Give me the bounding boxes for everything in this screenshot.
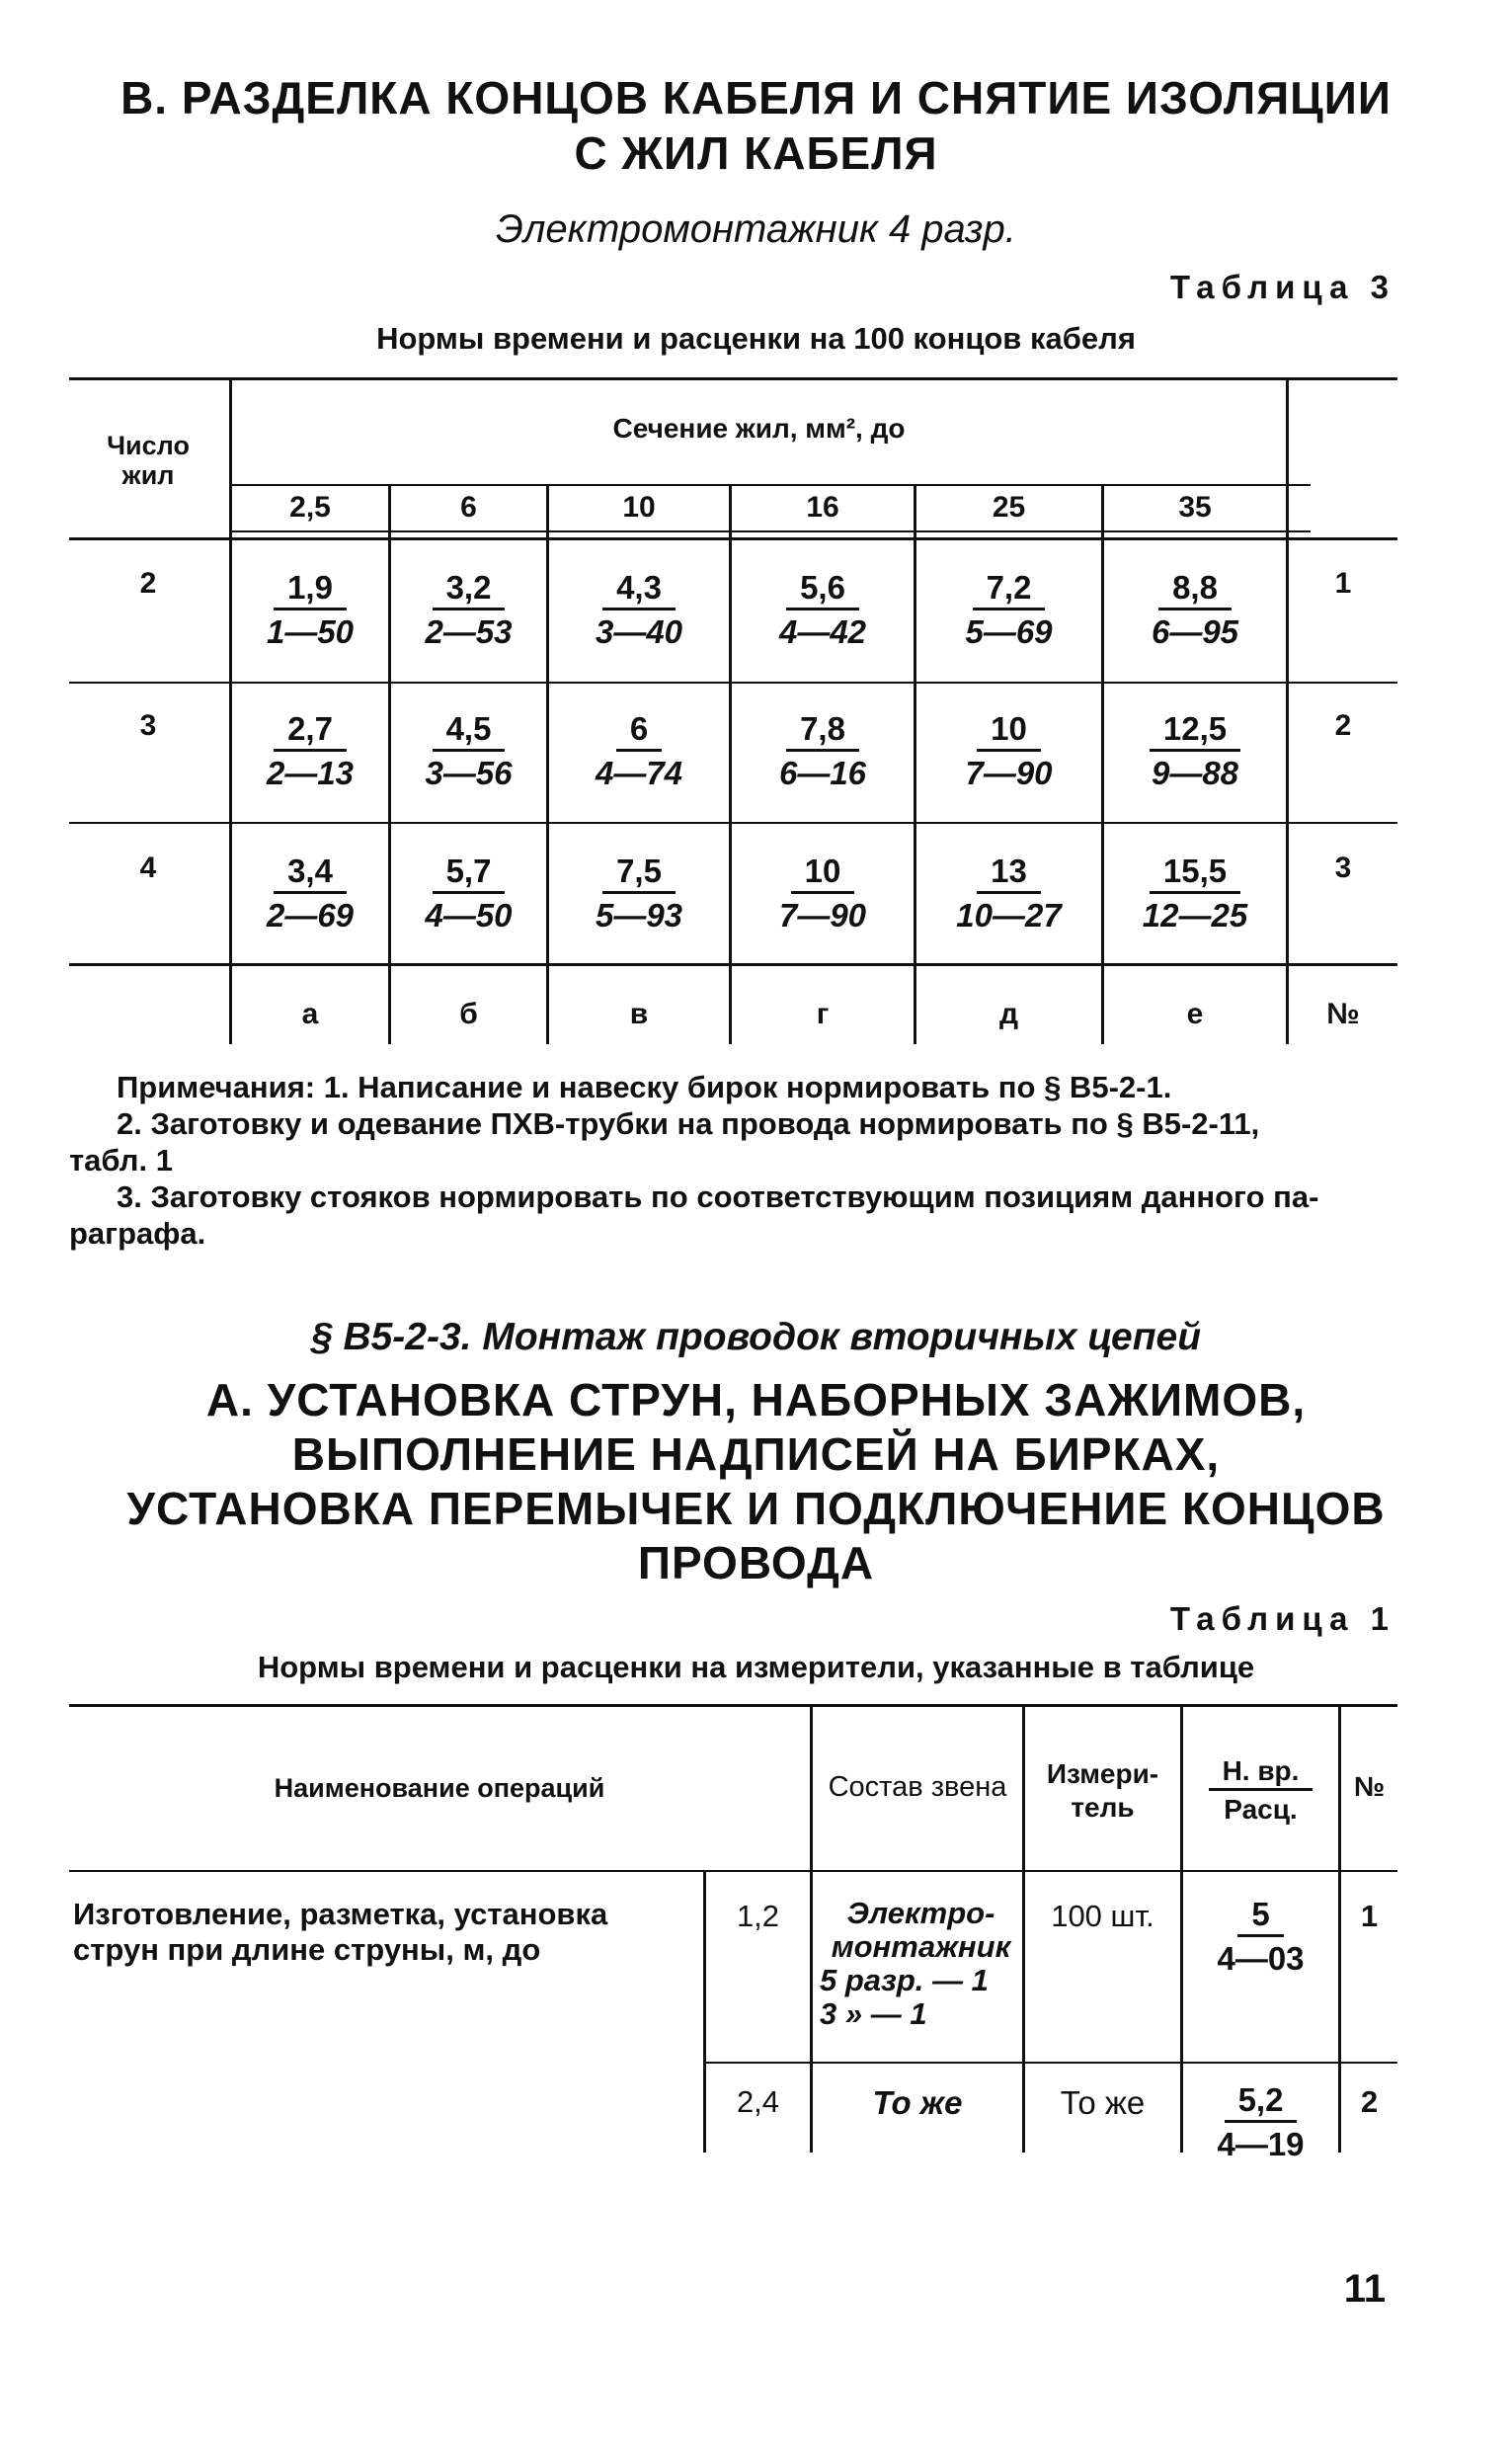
string-length: 1,2 [736,1899,780,1933]
team-line: 5 разр. — 1 [820,1963,989,1997]
section-title-line3: УСТАНОВКА ПЕРЕМЫЧЕК И ПОДКЛЮЧЕНИЕ КОНЦОВ [126,1483,1386,1534]
norm-rate-pair: $\frac{4,3}{3—40}$ [595,569,683,650]
notes-line: 3. Заготовку стояков нормировать по соответствующим позициям данного па- [117,1179,1319,1214]
norm-rate-pair: $\frac{3,2}{2—53}$ [425,569,513,650]
section-title-line4: ПРОВОДА [637,1537,875,1588]
section-value: 25 [992,491,1026,524]
norm-rate-pair: $\frac{6}{4—74}$ [595,710,683,791]
team-composition: То же [872,2084,963,2121]
norm-rate-pair: $\frac{5}{4—03}$ [1217,1896,1305,1977]
table-rule [69,537,1397,540]
column-letter: в [629,998,649,1030]
row-number: 2 [1360,2084,1379,2119]
notes-line: табл. 1 [69,1143,173,1178]
section-title-line1: А. УСТАНОВКА СТРУН, НАБОРНЫХ ЗАЖИМОВ, [205,1374,1307,1425]
norm-rate-pair: $\frac{12,5}{9—88}$ [1104,709,1286,793]
table-rule [69,377,1397,380]
row-number: 2 [1334,709,1352,742]
norm-rate-pair: $\frac{7,8}{6—16}$ [778,710,867,791]
section-value: 6 [460,491,477,524]
column-letter: б [459,998,478,1030]
section-title-line2: С ЖИЛ КАБЕЛЯ [574,127,938,179]
table-rule [69,822,1397,824]
table-rule [69,1704,1397,1707]
norm-rate-pair: $\frac{15,5}{12—25}$ [1142,853,1248,934]
header-team: Состав звена [828,1771,1007,1803]
norm-rate-pair: $\frac{3,4}{2—69}$ [266,853,355,934]
table-rule [703,2062,1397,2064]
column-letter: е [1186,998,1204,1030]
string-length: 2,4 [736,2084,780,2119]
column-letter: а [301,998,319,1030]
table-caption: Нормы времени и расценки на измерители, указанные в таблице [257,1650,1255,1684]
row-number: 1 [1334,567,1352,600]
page-number: 11 [1343,2267,1386,2311]
norm-rate-pair: $\frac{5,7}{4—50}$ [425,853,513,934]
table-label: Таблица 3 [1169,269,1395,305]
unit: То же [1060,2084,1146,2121]
header-norm-rate: Н. вр. Расц. [1183,1754,1338,1827]
column-letter: д [998,998,1019,1030]
header-number: № [1353,1771,1386,1802]
cores-count: 3 [139,709,157,742]
worker-category: Электромонтажник 4 разр. [496,207,1016,251]
table-rule [69,963,1397,966]
section-title-line1: В. РАЗДЕЛКА КОНЦОВ КАБЕЛЯ И СНЯТИЕ ИЗОЛЯЦИИ [120,72,1392,123]
norm-rate-pair: $\frac{4,5}{3—56}$ [425,710,513,791]
table-rule [69,1870,1397,1872]
header-operations: Наименование операций [274,1773,605,1803]
team-line: 3 » — 1 [820,1996,927,2031]
notes-line: Примечания: 1. Написание и навеску бирок нормировать по § В5-2-1. [117,1070,1172,1104]
norm-rate-pair: $\frac{10}{7—90}$ [778,853,867,934]
table-rule [229,484,1311,486]
section-value: 2,5 [289,491,331,524]
paragraph-heading: § В5-2-3. Монтаж проводок вторичных цепей [310,1316,1202,1358]
section-value: 16 [806,491,839,524]
operation-line: Изготовление, разметка, установка [73,1897,608,1931]
section-value: 10 [622,491,656,524]
team-composition [820,1897,1022,2031]
table-label: Таблица 1 [1169,1600,1395,1637]
norm-rate-pair: $\frac{1,9}{1—50}$ [266,569,355,650]
section-value: 35 [1178,491,1212,524]
team-line: монтажник [831,1929,1011,1964]
cores-count: 2 [139,567,157,600]
team-line: Электро- [846,1896,995,1930]
table-caption: Нормы времени и расценки на 100 концов кабеля [376,321,1136,356]
operation-line: струн при длине струны, м, до [73,1932,541,1967]
row-number: 1 [1360,1899,1379,1933]
norm-rate-pair: $\frac{10}{7—90}$ [965,710,1053,791]
header-section: Сечение жил, мм², до [612,413,906,444]
row-number: 3 [1334,852,1352,884]
notes-line: раграфа. [69,1216,206,1251]
unit: 100 шт. [1051,1899,1154,1933]
column-letter: г [816,998,830,1030]
number-label: № [1326,998,1360,1030]
table-rule [69,682,1397,684]
section-title-line2: ВЫПОЛНЕНИЕ НАДПИСЕЙ НА БИРКАХ, [291,1428,1221,1480]
notes-line: 2. Заготовку и одевание ПХВ-трубки на провода нормировать по § В5-2-11, [117,1106,1260,1141]
norm-rate-pair: $\frac{5,6}{4—42}$ [778,569,867,650]
norm-rate-pair: $\frac{13}{10—27}$ [956,853,1062,934]
norm-rate-pair: $\frac{2,7}{2—13}$ [266,710,355,791]
table-rule [229,530,1311,532]
header-unit-line1: Измери- [1046,1758,1159,1789]
header-cores: Число жил [107,431,190,490]
norm-rate-pair: $\frac{5,2}{4—19}$ [1217,2081,1305,2162]
norm-rate-pair: $\frac{7,2}{5—69}$ [965,569,1053,650]
norm-rate-pair: $\frac{7,5}{5—93}$ [595,853,683,934]
cores-count: 4 [139,852,157,884]
norm-rate-pair: $\frac{8,8}{6—95}$ [1151,569,1239,650]
header-unit-line2: тель [1071,1792,1135,1823]
